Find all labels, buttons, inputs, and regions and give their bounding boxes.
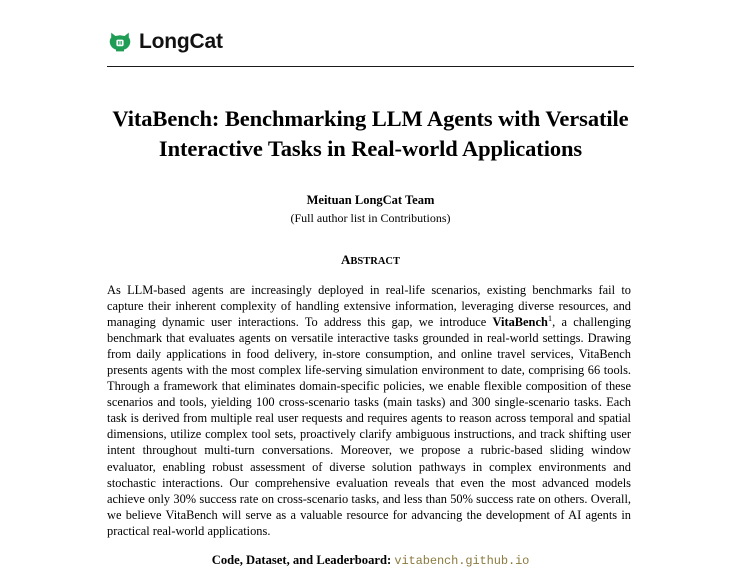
authors-note: (Full author list in Contributions) [290, 210, 451, 225]
title-line-2: Interactive Tasks in Real-world Applications [158, 135, 583, 161]
abstract-bold-term: VitaBench [492, 314, 548, 329]
abstract-body [107, 282, 634, 539]
header-divider [107, 66, 634, 67]
abstract-heading-rest: BSTRACT [350, 255, 400, 267]
abstract-heading [107, 252, 634, 268]
resources-label: Code, Dataset, and Leaderboard: [211, 552, 392, 567]
title-line-1: VitaBench: Benchmarking LLM Agents with Versatile [112, 106, 629, 131]
page-title [107, 104, 634, 164]
abstract-footnote-marker: 1 [547, 312, 553, 323]
brand-header [107, 0, 634, 54]
abstract-text-before: As LLM-based agents are increasingly deployed in real-life scenarios, existing benchmarks fail to capture their inherent complexity of handling extensive information, leveraging diverse resources, and managing dynamic user interactions. To address this gap, we introduce [107, 282, 631, 329]
longcat-logo-icon [108, 30, 132, 54]
project-link[interactable]: vitabench.github.io [394, 553, 530, 568]
abstract-text-after: , a challenging benchmark that evaluates agents on versatile interactive tasks grounded in real-world settings. Drawing from daily applications in food delivery, in-store consumption, and online travel services, VitaBench presents agents with the most complex life-serving simulation environment to date, comprising 66 tools. Through a framework that eliminates domain-specific policies, we enable flexible composition of these scenarios and tools, yielding 100 cross-scenario tasks (main tasks) and 300 single-scenario tasks. Each task is derived from multiple real user requests and requires agents to reason across temporal and spatial dimensions, utilize complex tool sets, proactively clarify ambiguous instructions, and track shifting user intent throughout multi-turn conversations. Moreover, we propose a rubric-based sliding window evaluator, enabling robust assessment of diverse solution pathways in complex environments and stochastic interactions. Our comprehensive evaluation reveals that even the most advanced models achieve only 30% success rate on cross-scenario tasks, and less than 50% success rate on others. Overall, we believe VitaBench will serve as a valuable resource for advancing the development of AI agents in practical real-world applications. [107, 314, 631, 538]
paper-content-column [107, 0, 634, 568]
abstract-heading-first-letter: A [341, 251, 351, 267]
resources-line [107, 553, 634, 568]
authors: Meituan LongCat Team [306, 192, 435, 207]
brand-name: LongCat [139, 30, 223, 53]
